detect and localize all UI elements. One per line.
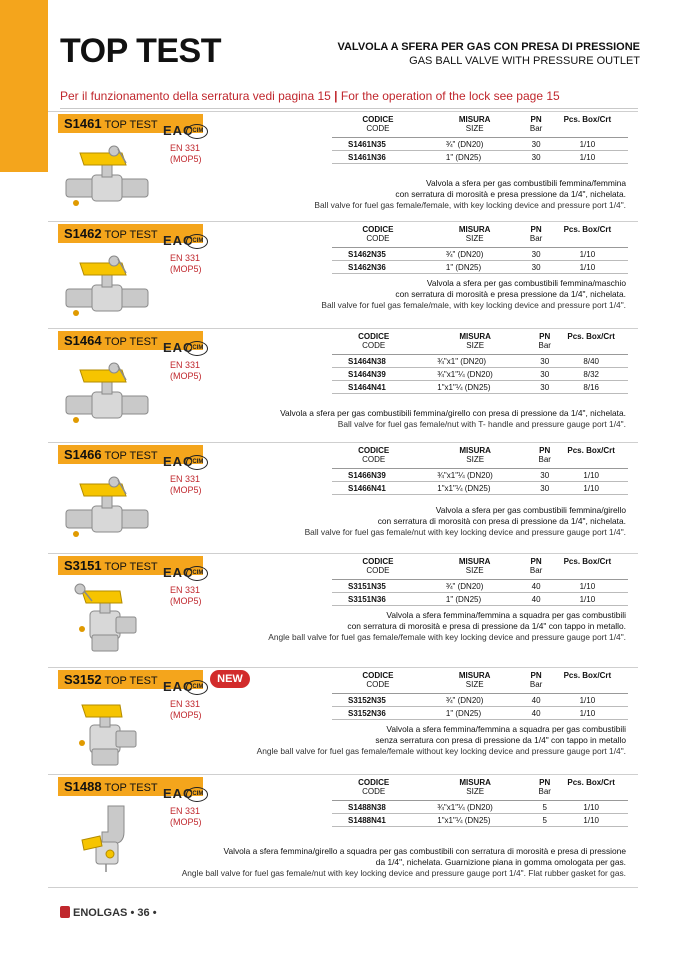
row-size: ¾"x1"¼ (DN20) — [415, 801, 535, 814]
col-size-header: MISURA — [458, 225, 491, 234]
row-size: ¾" (DN20) — [424, 694, 526, 707]
section-rule — [48, 328, 638, 329]
table-header-row — [332, 778, 628, 787]
col-pcs-header: Pcs. Box/Crt — [563, 115, 612, 124]
product-code: S1461 — [64, 116, 102, 131]
col-pn-header: PN — [539, 332, 551, 341]
col-pn-header: PN — [539, 778, 551, 787]
norm-line-2: (MOP5) — [170, 596, 202, 606]
col-size-sub: SIZE — [415, 455, 535, 469]
col-pn-sub: Bar — [525, 124, 546, 138]
row-code: S1464N39 — [332, 368, 415, 381]
row-pcs: 8/40 — [554, 355, 628, 368]
section-rule — [48, 111, 638, 112]
col-code-header: CODICE — [358, 446, 390, 455]
row-pn: 30 — [525, 151, 546, 164]
description-italian-1: Valvola a sfera per gas combustibili femmina/girello con presa di pressione da 1/4", nichelata. — [280, 408, 626, 418]
row-size: ¾"x1"¼ (DN20) — [415, 469, 535, 482]
row-pn: 30 — [525, 138, 546, 151]
row-pcs: 1/10 — [554, 469, 628, 482]
lock-note — [60, 89, 560, 103]
row-pcs: 1/10 — [547, 580, 628, 593]
col-size-sub: SIZE — [415, 787, 535, 801]
eac-mark: EAC — [163, 786, 194, 801]
col-size-header: MISURA — [459, 446, 491, 455]
valve-image — [62, 139, 152, 211]
col-code-header: CODICE — [362, 557, 394, 566]
product-code: S3151 — [64, 558, 102, 573]
product-section — [0, 553, 678, 658]
col-size-header: MISURA — [458, 671, 491, 680]
table-subheader-row — [332, 124, 628, 138]
row-pcs: 1/10 — [547, 707, 628, 720]
table-subheader-row — [332, 234, 628, 248]
col-code-sub: CODE — [332, 787, 415, 801]
col-code-sub: CODE — [332, 680, 424, 694]
footer-rule — [48, 887, 638, 888]
section-rule — [48, 442, 638, 443]
header-rule — [60, 108, 638, 109]
description-english: Angle ball valve for fuel gas female/female with key locking device and pressure gauge port 1/4". — [268, 632, 626, 642]
table-row — [332, 151, 628, 164]
row-code: S1464N38 — [332, 355, 415, 368]
product-label: TOP TEST — [104, 561, 158, 573]
table-subheader-row — [332, 341, 628, 355]
col-size-sub: SIZE — [424, 680, 526, 694]
row-pn: 30 — [535, 368, 554, 381]
row-pn: 40 — [525, 580, 546, 593]
row-pn: 40 — [525, 593, 546, 606]
spec-table — [332, 778, 628, 827]
row-pcs: 1/10 — [554, 801, 628, 814]
table-row — [332, 593, 628, 606]
col-pn-sub: Bar — [525, 566, 546, 580]
description-italian-1: Valvola a sfera per gas combustibili femmina/girello — [435, 505, 626, 515]
norm-line-1: EN 331 — [170, 474, 201, 484]
col-code-header: CODICE — [362, 225, 394, 234]
col-size-sub: SIZE — [415, 341, 535, 355]
row-size: 1"x1"¼ (DN25) — [415, 814, 535, 827]
row-pcs: 1/10 — [547, 261, 628, 274]
table-row — [332, 694, 628, 707]
row-pn: 5 — [535, 814, 554, 827]
row-code: S1488N41 — [332, 814, 415, 827]
product-section — [0, 774, 678, 879]
norm-text — [170, 143, 202, 165]
eac-mark: EAC — [163, 565, 194, 580]
row-pn: 40 — [525, 694, 546, 707]
footer — [60, 906, 157, 919]
table-subheader-row — [332, 680, 628, 694]
row-pn: 30 — [535, 381, 554, 394]
row-pn: 40 — [525, 707, 546, 720]
icim-mark: ICIM — [186, 680, 208, 695]
col-size-sub: SIZE — [424, 566, 526, 580]
norm-text — [170, 699, 202, 721]
table-row — [332, 381, 628, 394]
icim-mark: ICIM — [186, 341, 208, 356]
description-english: Ball valve for fuel gas female/nut with T- handle and pressure gauge port 1/4". — [337, 419, 626, 429]
col-size-header: MISURA — [459, 332, 491, 341]
col-pcs-sub — [554, 455, 628, 469]
description-english: Ball valve for fuel gas female/female, with key locking device and pressure port 1/4". — [314, 200, 626, 210]
product-section — [0, 111, 678, 216]
subtitle-english: GAS BALL VALVE WITH PRESSURE OUTLET — [409, 55, 640, 67]
row-pcs: 1/10 — [547, 248, 628, 261]
row-size: ¾"x1" (DN20) — [415, 355, 535, 368]
norm-line-2: (MOP5) — [170, 371, 202, 381]
col-code-sub: CODE — [332, 234, 424, 248]
product-section — [0, 667, 678, 772]
table-row — [332, 261, 628, 274]
norm-line-2: (MOP5) — [170, 154, 202, 164]
description-italian-1: Valvola a sfera femmina/femmina a squadra per gas combustibili — [386, 724, 626, 734]
description-italian-1: Valvola a sfera per gas combustibili femmina/maschio — [426, 278, 626, 288]
footer-bullet: • — [152, 907, 157, 919]
norm-line-1: EN 331 — [170, 143, 201, 153]
row-code: S1461N35 — [332, 138, 424, 151]
col-code-header: CODICE — [358, 332, 390, 341]
eac-mark: EAC — [163, 340, 194, 355]
page-number: 36 — [137, 907, 150, 919]
lock-note-italian: Per il funzionamento della serratura vedi pagina 15 — [60, 89, 331, 103]
norm-text — [170, 253, 202, 275]
valve-illustration — [62, 581, 152, 653]
norm-line-1: EN 331 — [170, 806, 201, 816]
product-label: TOP TEST — [104, 782, 158, 794]
col-code-header: CODICE — [362, 115, 394, 124]
description-italian-1: Valvola a sfera per gas combustibili femmina/femmina — [426, 178, 626, 188]
section-rule — [48, 667, 638, 668]
lock-note-separator: | — [330, 89, 341, 103]
valve-illustration — [62, 802, 152, 874]
norm-line-2: (MOP5) — [170, 485, 202, 495]
col-pn-header: PN — [530, 225, 542, 234]
table-row — [332, 248, 628, 261]
table-header-row — [332, 446, 628, 455]
col-code-sub: CODE — [332, 566, 424, 580]
product-description — [280, 408, 626, 430]
col-pcs-sub — [547, 566, 628, 580]
product-description — [182, 846, 626, 879]
norm-line-2: (MOP5) — [170, 264, 202, 274]
row-code: S1466N39 — [332, 469, 415, 482]
row-size: 1"x1"¼ (DN25) — [415, 482, 535, 495]
footer-brand: ENOLGAS — [73, 907, 128, 919]
product-description — [321, 278, 626, 311]
row-pn: 30 — [535, 469, 554, 482]
valve-illustration — [62, 470, 152, 542]
icim-mark: ICIM — [186, 234, 208, 249]
table-header-row — [332, 557, 628, 566]
table-row — [332, 707, 628, 720]
table-row — [332, 469, 628, 482]
product-code: S1462 — [64, 226, 102, 241]
spec-table — [332, 115, 628, 164]
row-pcs: 8/32 — [554, 368, 628, 381]
table-header-row — [332, 225, 628, 234]
table-subheader-row — [332, 566, 628, 580]
row-code: S1461N36 — [332, 151, 424, 164]
col-pn-header: PN — [530, 557, 542, 566]
col-size-header: MISURA — [459, 778, 491, 787]
norm-text — [170, 360, 202, 382]
row-pcs: 1/10 — [547, 151, 628, 164]
product-section — [0, 442, 678, 547]
col-pn-sub: Bar — [525, 680, 546, 694]
description-italian-1: Valvola a sfera femmina/femmina a squadra per gas combustibili — [386, 610, 626, 620]
valve-image — [62, 581, 152, 653]
col-size-header: MISURA — [458, 557, 491, 566]
valve-image — [62, 356, 152, 428]
description-english: Angle ball valve for fuel gas female/female without key locking device and pressure gauge port 1/4". — [256, 746, 626, 756]
product-label: TOP TEST — [104, 119, 158, 131]
row-code: S1462N36 — [332, 261, 424, 274]
eac-mark: EAC — [163, 454, 194, 469]
product-label: TOP TEST — [104, 675, 158, 687]
col-pcs-sub — [547, 234, 628, 248]
description-english: Ball valve for fuel gas female/nut with key locking device and pressure gauge port 1/4". — [304, 527, 626, 537]
section-rule — [48, 774, 638, 775]
table-row — [332, 801, 628, 814]
product-code: S1488 — [64, 779, 102, 794]
col-code-sub: CODE — [332, 124, 424, 138]
row-size: 1"x1"¼ (DN25) — [415, 381, 535, 394]
norm-text — [170, 474, 202, 496]
table-row — [332, 482, 628, 495]
col-code-sub: CODE — [332, 455, 415, 469]
table-header-row — [332, 332, 628, 341]
row-code: S1488N38 — [332, 801, 415, 814]
product-label: TOP TEST — [104, 229, 158, 241]
row-pn: 5 — [535, 801, 554, 814]
table-row — [332, 580, 628, 593]
footer-bullet: • — [130, 907, 135, 919]
row-code: S3152N35 — [332, 694, 424, 707]
col-code-sub: CODE — [332, 341, 415, 355]
row-pn: 30 — [525, 261, 546, 274]
product-code: S1466 — [64, 447, 102, 462]
product-section — [0, 221, 678, 326]
col-pcs-header: Pcs. Box/Crt — [563, 225, 612, 234]
table-row — [332, 368, 628, 381]
valve-image — [62, 695, 152, 767]
row-pn: 30 — [535, 355, 554, 368]
col-pn-header: PN — [530, 115, 542, 124]
norm-line-2: (MOP5) — [170, 710, 202, 720]
spec-table — [332, 446, 628, 495]
valve-illustration — [62, 356, 152, 428]
row-size: ¾" (DN20) — [424, 138, 526, 151]
table-row — [332, 355, 628, 368]
row-size: ¾"x1"¼ (DN20) — [415, 368, 535, 381]
table-row — [332, 138, 628, 151]
col-pcs-sub — [554, 341, 628, 355]
description-italian-2: con serratura di morosità e presa pressione da 1/4", nichelata. — [395, 289, 626, 299]
valve-illustration — [62, 139, 152, 211]
norm-line-1: EN 331 — [170, 360, 201, 370]
description-english: Angle ball valve for fuel gas female/nut with key locking device and pressure gauge port 1/4". Flat rubber gasket for gas. — [181, 868, 626, 878]
description-italian-2: con serratura di morosità e presa pressione da 1/4", nichelata. — [395, 189, 626, 199]
row-pcs: 1/10 — [547, 593, 628, 606]
norm-line-2: (MOP5) — [170, 817, 202, 827]
table-row — [332, 814, 628, 827]
valve-image — [62, 802, 152, 874]
norm-text — [170, 585, 202, 607]
eac-mark: EAC — [163, 123, 194, 138]
norm-line-1: EN 331 — [170, 585, 201, 595]
product-description — [305, 505, 626, 538]
table-header-row — [332, 671, 628, 680]
page-title: TOP TEST — [60, 32, 222, 70]
norm-text — [170, 806, 202, 828]
product-section — [0, 328, 678, 433]
col-size-sub: SIZE — [424, 234, 526, 248]
spec-table — [332, 557, 628, 606]
spec-table — [332, 225, 628, 274]
row-code: S1462N35 — [332, 248, 424, 261]
row-pn: 30 — [525, 248, 546, 261]
table-subheader-row — [332, 787, 628, 801]
col-pcs-header: Pcs. Box/Crt — [567, 332, 615, 341]
norm-line-1: EN 331 — [170, 699, 201, 709]
eac-mark: EAC — [163, 233, 194, 248]
col-pn-sub: Bar — [535, 455, 554, 469]
icim-mark: ICIM — [186, 455, 208, 470]
product-description — [257, 724, 626, 757]
section-rule — [48, 221, 638, 222]
row-code: S3152N36 — [332, 707, 424, 720]
product-description — [268, 610, 626, 643]
spec-table — [332, 332, 628, 394]
description-italian-2: senza serratura con presa di pressione da 1/4" con tappo in metallo — [375, 735, 626, 745]
row-pcs: 1/10 — [554, 482, 628, 495]
norm-line-1: EN 331 — [170, 253, 201, 263]
col-pcs-header: Pcs. Box/Crt — [567, 778, 615, 787]
new-badge: NEW — [210, 670, 250, 688]
row-size: 1" (DN25) — [424, 707, 526, 720]
product-label: TOP TEST — [104, 336, 158, 348]
icim-mark: ICIM — [186, 566, 208, 581]
description-english: Ball valve for fuel gas female/male, with key locking device and pressure port 1/4". — [321, 300, 626, 310]
row-pn: 30 — [535, 482, 554, 495]
row-code: S3151N36 — [332, 593, 424, 606]
description-italian-2: da 1/4", nichelata. Guarnizione piana in gomma omologata per gas. — [375, 857, 626, 867]
subtitle-italian: VALVOLA A SFERA PER GAS CON PRESA DI PRESSIONE — [337, 41, 640, 53]
product-code: S1464 — [64, 333, 102, 348]
description-italian-2: con serratura di morosità e presa di pressione da 1/4" con tappo in metallo. — [347, 621, 626, 631]
product-code: S3152 — [64, 672, 102, 687]
product-label: TOP TEST — [104, 450, 158, 462]
product-description — [314, 178, 626, 211]
row-size: 1" (DN25) — [424, 593, 526, 606]
col-pcs-sub — [547, 124, 628, 138]
col-pcs-sub — [547, 680, 628, 694]
row-size: ¾" (DN20) — [424, 580, 526, 593]
icim-mark: ICIM — [186, 124, 208, 139]
col-size-header: MISURA — [458, 115, 491, 124]
table-subheader-row — [332, 455, 628, 469]
lock-note-english: For the operation of the lock see page 15 — [340, 89, 560, 103]
row-size: 1" (DN25) — [424, 151, 526, 164]
row-code: S1464N41 — [332, 381, 415, 394]
col-pcs-header: Pcs. Box/Crt — [563, 557, 612, 566]
col-pcs-header: Pcs. Box/Crt — [567, 446, 615, 455]
section-rule — [48, 553, 638, 554]
valve-illustration — [62, 695, 152, 767]
row-pcs: 8/16 — [554, 381, 628, 394]
col-code-header: CODICE — [362, 671, 394, 680]
col-pn-sub: Bar — [525, 234, 546, 248]
row-pcs: 1/10 — [554, 814, 628, 827]
col-size-sub: SIZE — [424, 124, 526, 138]
row-size: ¾" (DN20) — [424, 248, 526, 261]
valve-image — [62, 249, 152, 321]
col-pn-sub: Bar — [535, 341, 554, 355]
col-pn-sub: Bar — [535, 787, 554, 801]
col-pn-header: PN — [539, 446, 551, 455]
row-code: S3151N35 — [332, 580, 424, 593]
description-italian-1: Valvola a sfera femmina/girello a squadra per gas combustibili con serratura di morosità e presa di pressione — [223, 846, 626, 856]
row-code: S1466N41 — [332, 482, 415, 495]
eac-mark: EAC — [163, 679, 194, 694]
valve-illustration — [62, 249, 152, 321]
col-pn-header: PN — [530, 671, 542, 680]
row-size: 1" (DN25) — [424, 261, 526, 274]
description-italian-2: con serratura di morosità con presa di pressione da 1/4", nichelata. — [377, 516, 626, 526]
icim-mark: ICIM — [186, 787, 208, 802]
col-pcs-header: Pcs. Box/Crt — [563, 671, 612, 680]
table-header-row — [332, 115, 628, 124]
valve-image — [62, 470, 152, 542]
spec-table — [332, 671, 628, 720]
row-pcs: 1/10 — [547, 694, 628, 707]
row-pcs: 1/10 — [547, 138, 628, 151]
col-code-header: CODICE — [358, 778, 390, 787]
enolgas-logo-icon — [60, 906, 70, 918]
col-pcs-sub — [554, 787, 628, 801]
